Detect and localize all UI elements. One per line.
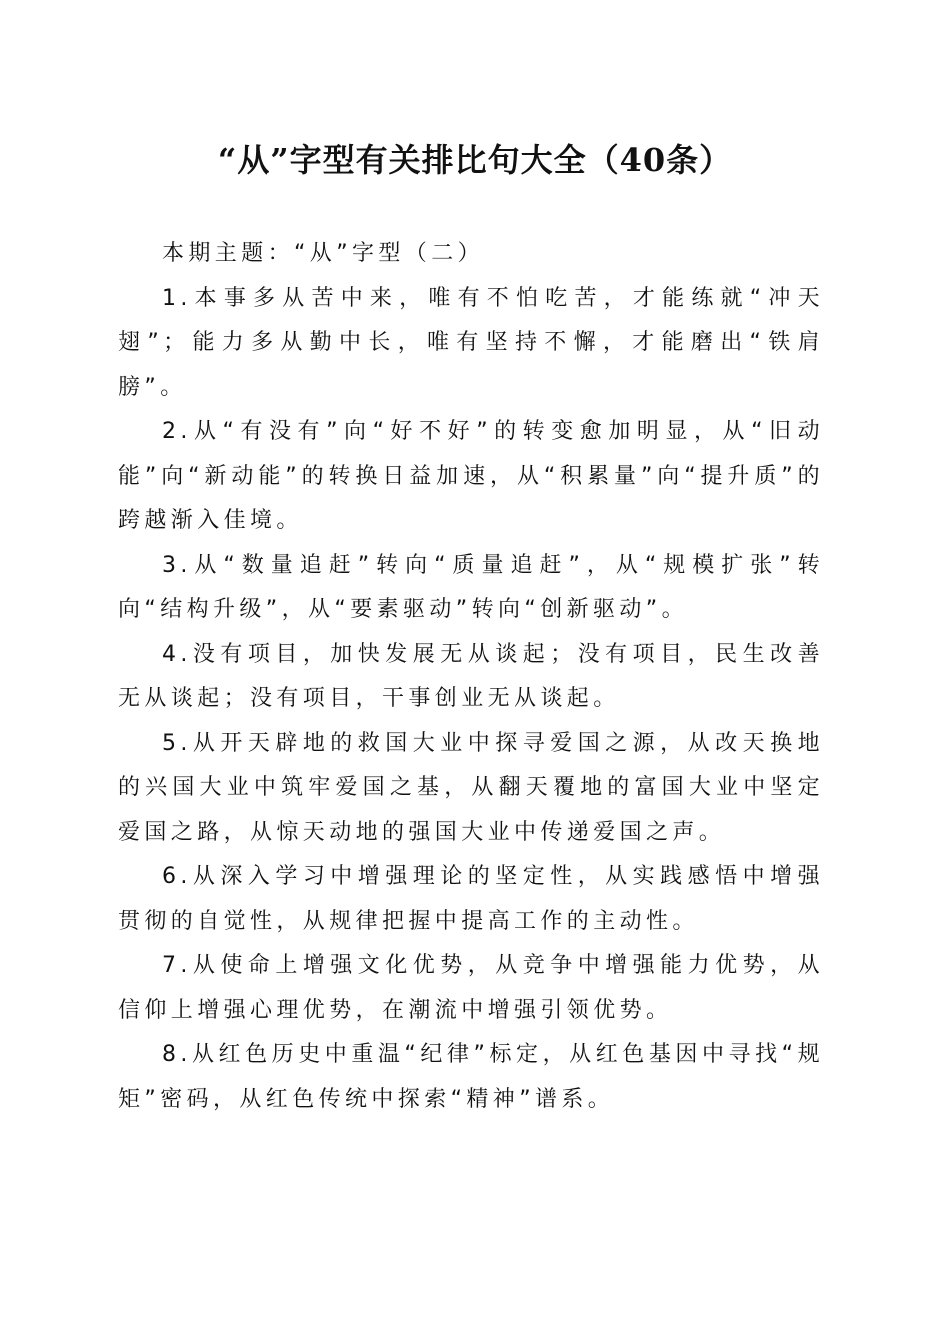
paragraph-8: 8.从红色历史中重温“纪律”标定，从红色基因中寻找“规矩”密码，从红色传统中探索“精神”谱系。 (118, 1042, 824, 1112)
paragraph-2: 2.从“有没有”向“好不好”的转变愈加明显，从“旧动能”向“新动能”的转换日益加速，从“积累量”向“提升质”的跨越渐入佳境。 (118, 419, 824, 533)
paragraph-3: 3.从“数量追赶”转向“质量追赶”，从“规模扩张”转向“结构升级”，从“要素驱动”转向“创新驱动”。 (118, 552, 824, 622)
document-subtitle: 本期主题：“从”字型（二） (162, 241, 484, 266)
paragraph-1: 1.本事多从苦中来，唯有不怕吃苦，才能练就“冲天翅”；能力多从勤中长，唯有坚持不懈，才能磨出“铁肩膀”。 (118, 285, 824, 400)
paragraph-6: 6.从深入学习中增强理论的坚定性，从实践感悟中增强贯彻的自觉性，从规律把握中提高工作的主动性。 (118, 864, 824, 934)
paragraph-5: 5.从开天辟地的救国大业中探寻爱国之源，从改天换地的兴国大业中筑牢爱国之基，从翻天覆地的富国大业中坚定爱国之路，从惊天动地的强国大业中传递爱国之声。 (118, 730, 824, 845)
paragraph-4: 4.没有项目，加快发展无从谈起；没有项目，民生改善无从谈起；没有项目，干事创业无从谈起。 (118, 641, 824, 711)
document-body (118, 232, 824, 1122)
document-title: “从”字型有关排比句大全（40条） (217, 141, 733, 179)
paragraph-7: 7.从使命上增强文化优势，从竞争中增强能力优势，从信仰上增强心理优势，在潮流中增强引领优势。 (118, 953, 824, 1023)
